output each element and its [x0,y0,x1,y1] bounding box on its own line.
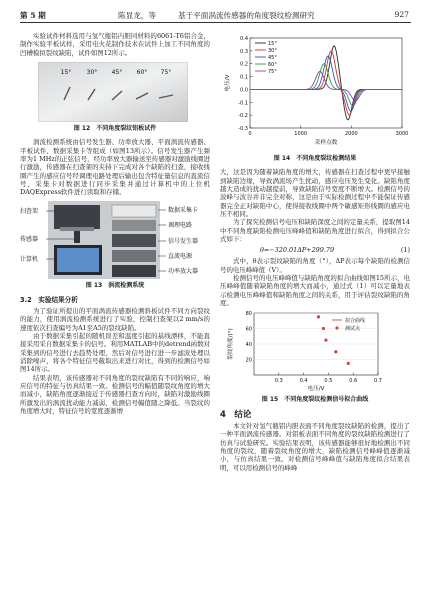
legend-label: 60° [268,62,277,68]
left-column [20,32,210,415]
figure-12-caption: 图 12 不同角度裂纹铝板试件 [73,124,157,132]
running-header [0,0,427,26]
angle-label: 75° [160,68,172,76]
label-amplifier: 功率放大器 [168,268,199,276]
y-tick-label: -0.1 [238,100,248,107]
y-tick-label: 0.1 [240,74,248,81]
paragraph: 实验试件材料选用与氢气瓶铝内胆同材料的6061-T6铝合金，制作实验平板试样，采用电火花制作技术在试件上加工不同角度的凹槽模拟裂纹缺陷，试件如图12所示。 [20,32,210,57]
header-authors: 陈显龙，等 [118,11,156,20]
section-heading: 3.2 实验结果分析 [20,295,78,304]
y-tick-label: 20 [245,357,252,364]
issue-number: 第 5 期 [20,11,46,20]
label-daq: 数据采集卡 [168,207,199,215]
label-sensor: 传感器 [20,236,39,244]
y-tick-label: 0.4 [240,36,248,42]
header-title: 基于平面涡流传感器的角度裂纹检测研究 [178,11,315,20]
right-column [220,32,410,472]
angle-label: 15° [60,68,72,76]
fit-chart [220,309,410,393]
specimen-photo [38,62,188,122]
test-point [334,350,337,353]
x-axis-label: 采样点数 [314,140,338,146]
angle-label: 45° [111,68,123,76]
x-tick-label: 0.7 [374,378,382,385]
signal-generator-photo [112,234,156,247]
paragraph: 为了验证所提出的平面涡流传感器检测斜板试件不同方向裂纹的能力，使用涡流检测系统进行了实验，控制扫查架以2 mm/s的速度依次扫查编号为A1至A5的裂纹缺陷。 [20,307,210,332]
x-tick-label: 0.3 [274,378,283,385]
y-tick-label: 0.0 [240,87,248,94]
x-axis-label: 电压/V [307,386,325,393]
x-tick-label: 0.4 [299,378,308,385]
paragraph: 检测信号的电压峰峰值与缺陷角度的拟合曲线如图15所示，电压峰峰值随着缺陷角度的增大而减小，通过式（1）可以定量地表示检测电压峰峰值和缺陷角度之间的关系，用于评估裂纹缺陷的角度。 [220,274,410,307]
series-line [250,71,402,101]
angle-label: 30° [86,68,98,76]
legend-label: 45° [268,55,277,61]
figure-13 [20,201,210,279]
legend-label: 测试点 [345,326,361,333]
daq-card-photo [112,205,156,217]
figure-13-caption: 图 13 涡流检测系统 [85,282,145,290]
angle-label: 60° [136,68,148,76]
test-point [324,339,327,342]
test-point [347,362,350,365]
page-number: 927 [394,10,409,19]
scanner-frame [54,205,100,229]
figure-15 [220,309,410,393]
legend-label: 30° [268,48,277,54]
figure-14-caption: 图 14 不同角度裂纹检测结果 [273,155,357,162]
label-computer: 计算机 [20,256,39,264]
paragraph: 由于数据采集引起的随机误差和温度引起的基线漂移，不能直接采用采自数据采集卡的信号。利用MATLAB中的detrend函数对采集到的信号进行去趋势处理，然后对信号进行进一步滤波处理以消除噪声，将各个特征信号截取出来进行对比，得到的检测信号如图14所示。 [20,332,210,374]
amplifier-photo [112,265,156,277]
equation-number: (1) [400,246,410,255]
y-axis-label: 裂纹角度/(°) [228,328,234,361]
x-tick-label: 0.5 [324,378,333,385]
paragraph: 为了探究检测信号电压和缺陷深度之间的定量关系，提取图14中不同角度缺陷检测电压峰峰值和缺陷角度进行拟合，得到拟合公式如下： [220,218,410,243]
y-tick-label: -0.2 [238,113,248,120]
sensor-photo [74,231,80,243]
x-tick-label: 3000 [395,131,409,137]
y-axis-label: 电压/V [225,74,231,92]
header-rule [20,22,411,23]
x-tick-label: 2000 [344,131,358,137]
paragraph: 本文针对氢气瓶铝内胆表面不同角度裂纹缺陷的检测，提出了一种平面涡流传感器。对铝板表面不同角度的裂纹缺陷检测进行了仿真与试验研究。实验结果表明，该传感器能够很好地检测出不同角度的裂纹，随着裂纹角度的增大，缺陷检测信号峰峰值逐渐减小，与仿真结果一致。对检测信号峰峰值与缺陷角度拟合结果表明，可以用检测信号的峰峰 [220,421,410,472]
legend-swatch [335,327,338,330]
y-tick-label: 0.3 [240,48,248,55]
figure-12 [38,62,188,122]
label-signal-generator: 信号发生器 [168,238,199,246]
dc-power-photo [112,250,156,262]
test-point [317,316,320,319]
paragraph: 结果表明，该传感器对不同角度的裂纹缺陷有不同的响应，响应信号的特征与仿真结果一致。检测信号的幅值随裂纹角度的增大而减小，缺陷角度逐渐接近于传感器扫查方向时，缺陷对激励线圈所激发出的涡流扰动能力减弱，检测信号幅值随之降低。当裂纹的角度增大时，特征信号的宽度逐渐增 [20,373,210,415]
y-tick-label: 0.2 [240,61,248,68]
y-tick-label: -0.3 [238,126,248,132]
legend-label: 75° [268,69,277,75]
x-tick-label: 0.6 [349,378,358,385]
test-point [322,327,325,330]
label-conditioning: 调理电路 [168,222,193,230]
paragraph: 大，这是因为随着缺陷角度的增大，传感器在扫查过程中更早接触到缺陷边缘，导致涡流场产生扰动，感应电压发生变化。缺陷角度越大造成的扰动越提前，导致缺陷信号宽度不断增大。检测信号的波峰与波谷并非完全对称，这是由于实际检测过程中不能保证传感器完全正对缺陷中心，使得接收线圈中两个敏感矩形线圈的感应电压不相同。 [220,168,410,218]
detection-system-photo [20,201,210,279]
signal-chart [220,32,410,152]
paragraph: 式中，θ表示裂纹缺陷的角度（°），ΔP表示每个缺陷的检测信号的电压峰峰值（V）。 [220,257,410,274]
label-scanner: 扫查架 [20,208,39,216]
legend-label: 拟合曲线 [345,318,366,325]
figure-15-caption: 图 15 不同角度裂纹检测信号拟合曲线 [261,396,369,404]
x-tick-label: 1000 [294,131,308,137]
legend-label: 15° [268,41,277,47]
figure-14 [220,32,410,152]
label-dc-power: 直流电源 [168,253,193,261]
y-tick-label: 80 [245,311,252,318]
y-tick-label: 40 [245,342,252,349]
equation [220,246,410,254]
paragraph: 涡流检测系统由信号发生器、功率放大器、平面涡流传感器、平板试件、数据采集卡等组成（如图13所示）。信号发生器产生频率为1 MHz的正弦信号，经功率放大器输送至传感器对激励线圈进行激励，传感器在扫查架的夹持下完成对各个缺陷的扫查，接收线圈产生的感应信号经调理电路处理后输出包含特征量信息的直流信号，采集卡对数据进行同步采集并通过计算机中的上位机DAQExpress软件进行读取和存储。 [20,138,210,197]
x-tick-label: 0 [248,131,252,137]
equation-body: θ=−320.01ΔP+299.79 [260,246,335,255]
section-heading: 4 结论 [220,409,252,420]
y-tick-label: 60 [245,326,252,333]
